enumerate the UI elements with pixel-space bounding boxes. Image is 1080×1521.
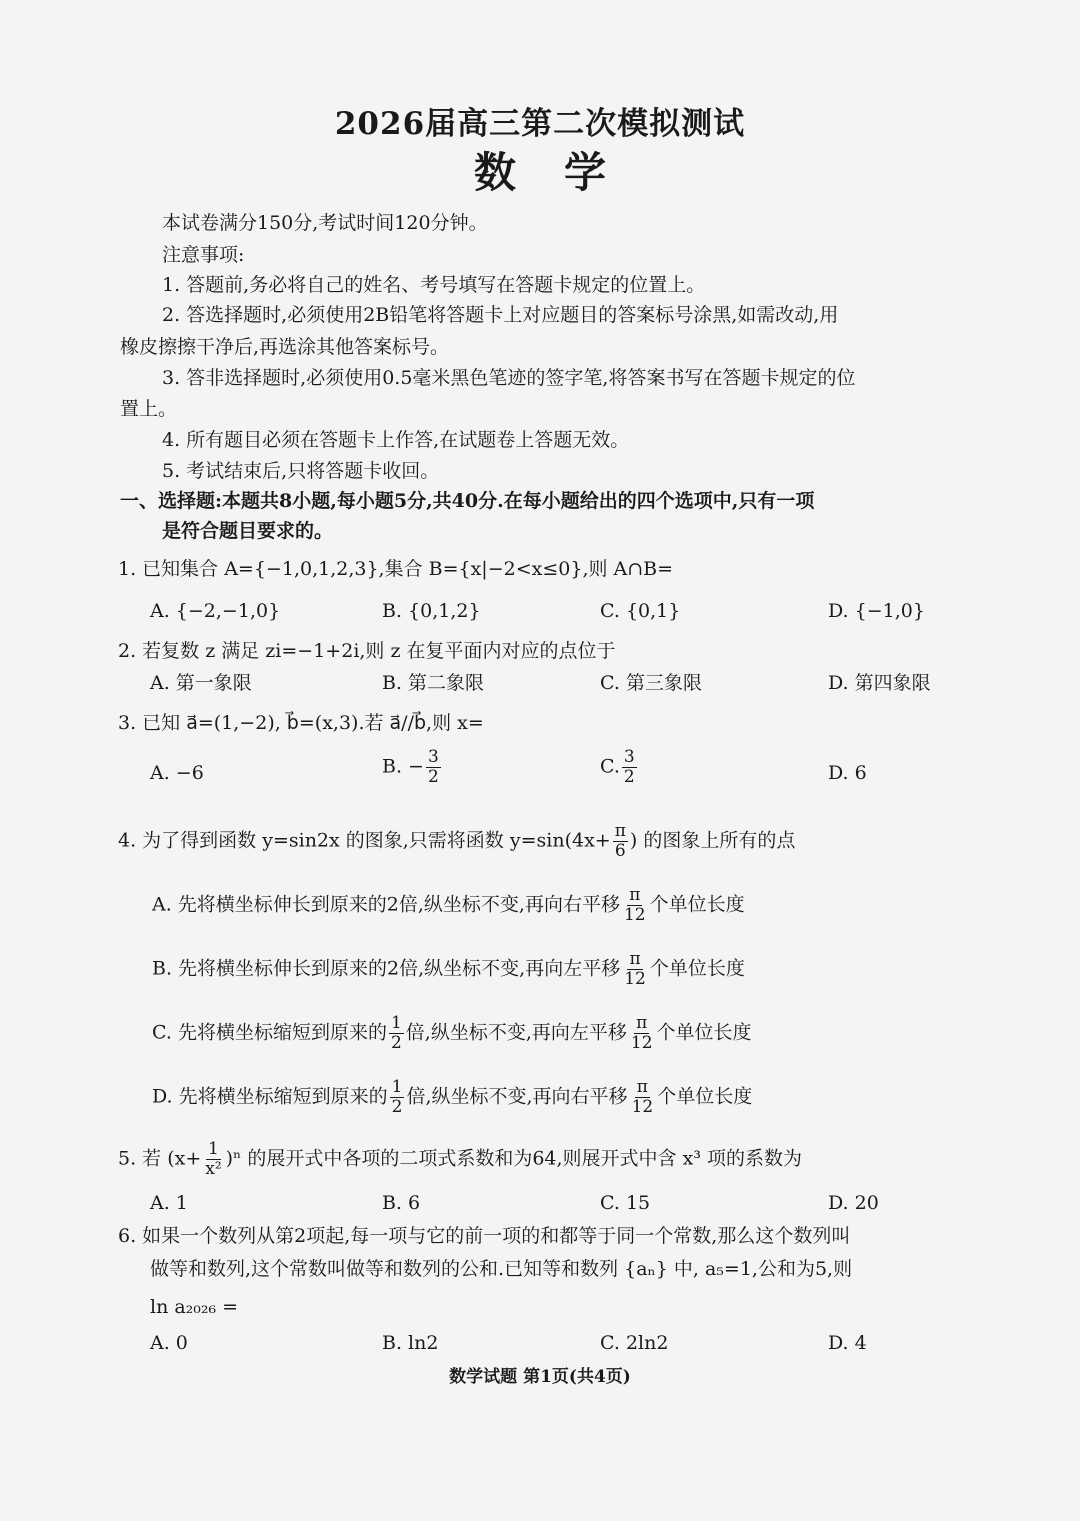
note-4: 4. 所有题目必须在答题卡上作答,在试题卷上答题无效。 [162, 429, 630, 451]
question-6-line-3: ln a₂₀₂₆ = [150, 1296, 239, 1318]
q1-option-c: C. {0,1} [600, 600, 681, 622]
section-heading-cont: 是符合题目要求的。 [162, 520, 334, 542]
q4-option-c: C. 先将横坐标缩短到原来的 $\frac{1}{2}$ 倍,纵坐标不变,再向左平移 $\frac{\pi}{12}$ 个单位长度 [152, 1013, 752, 1053]
subject-title: 数学 [473, 148, 654, 197]
q6-option-c: C. 2ln2 [600, 1332, 669, 1354]
q3-option-c-label: C. [600, 755, 620, 778]
q4-stem-fraction: $\frac{\pi}{6}$ [614, 821, 626, 861]
note-3-cont: 置上。 [120, 398, 178, 420]
q1-option-d: D. {−1,0} [828, 600, 925, 622]
q5-option-c: C. 15 [600, 1192, 651, 1214]
note-1: 1. 答题前,务必将自己的姓名、考号填写在答题卡规定的位置上。 [162, 274, 706, 296]
q6-option-d: D. 4 [828, 1332, 867, 1354]
q4-option-a: A. 先将横坐标伸长到原来的2倍,纵坐标不变,再向右平移 $\frac{\pi}{12}$ 个单位长度 [152, 885, 745, 925]
question-6-line-1: 6. 如果一个数列从第2项起,每一项与它的前一项的和都等于同一个常数,那么这个数列叫 [118, 1225, 851, 1247]
q5-option-a: A. 1 [150, 1192, 188, 1214]
page-footer: 数学试题 第1页(共4页) [449, 1367, 631, 1387]
q3-option-b-fraction: $\frac{3}{2}$ [427, 747, 439, 787]
q1-option-a: A. {−2,−1,0} [150, 600, 281, 622]
q3-option-c-fraction: $\frac{3}{2}$ [623, 747, 635, 787]
q2-option-b: B. 第二象限 [382, 672, 485, 694]
exam-title: 2026届高三第二次模拟测试 [334, 106, 746, 142]
note-3: 3. 答非选择题时,必须使用0.5毫米黑色笔迹的签字笔,将答案书写在答题卡规定的位 [162, 367, 856, 389]
notice-title: 注意事项: [162, 244, 245, 266]
q3-option-d: D. 6 [828, 762, 867, 784]
q2-option-d: D. 第四象限 [828, 672, 931, 694]
score-line: 本试卷满分150分,考试时间120分钟。 [162, 212, 488, 234]
q6-option-b: B. ln2 [382, 1332, 439, 1354]
question-6-line-2: 做等和数列,这个常数叫做等和数列的公和.已知等和数列 {aₙ} 中, a₅=1,公和为5,则 [150, 1258, 853, 1280]
q4-option-d: D. 先将横坐标缩短到原来的 $\frac{1}{2}$ 倍,纵坐标不变,再向右平移 $\frac{\pi}{12}$ 个单位长度 [152, 1077, 753, 1117]
note-5: 5. 考试结束后,只将答题卡收回。 [162, 460, 440, 482]
q3-option-b [382, 748, 443, 787]
q2-option-a: A. 第一象限 [150, 672, 252, 694]
question-1-stem: 1. 已知集合 A={−1,0,1,2,3},集合 B={x|−2<x≤0},则 A∩B= [118, 558, 674, 580]
question-5-stem: 5. 若 (x+ $\frac{1}{\text{x²}}$ )ⁿ 的展开式中各项的二项式系数和为64,则展开式中含 x³ 项的系数为 [118, 1139, 802, 1179]
question-2-stem: 2. 若复数 z 满足 zi=−1+2i,则 z 在复平面内对应的点位于 [118, 640, 616, 662]
q3-option-c [600, 748, 639, 787]
q5-option-b: B. 6 [382, 1192, 421, 1214]
section-heading: 一、选择题:本题共8小题,每小题5分,共40分.在每小题给出的四个选项中,只有一项 [120, 490, 815, 512]
q1-option-b: B. {0,1,2} [382, 600, 481, 622]
note-2: 2. 答选择题时,必须使用2B铅笔将答题卡上对应题目的答案标号涂黑,如需改动,用 [162, 304, 839, 326]
q3-option-b-label: B. − [382, 755, 424, 778]
note-2-cont: 橡皮擦擦干净后,再选涂其他答案标号。 [120, 336, 450, 358]
question-4-stem: 4. 为了得到函数 y=sin2x 的图象,只需将函数 y=sin(4x+ $\frac{\pi}{6}$ ) 的图象上所有的点 [118, 821, 796, 861]
q4-option-b: B. 先将横坐标伸长到原来的2倍,纵坐标不变,再向左平移 $\frac{\pi}{12}$ 个单位长度 [152, 949, 745, 989]
q5-stem-fraction: $\frac{1}{\text{x²}}$ [205, 1139, 222, 1179]
q6-option-a: A. 0 [150, 1332, 188, 1354]
question-3-stem: 3. 已知 a⃗=(1,−2), b⃗=(x,3).若 a⃗//b⃗,则 x= [118, 712, 484, 734]
q5-option-d: D. 20 [828, 1192, 879, 1214]
q2-option-c: C. 第三象限 [600, 672, 702, 694]
q3-option-a: A. −6 [150, 762, 204, 784]
